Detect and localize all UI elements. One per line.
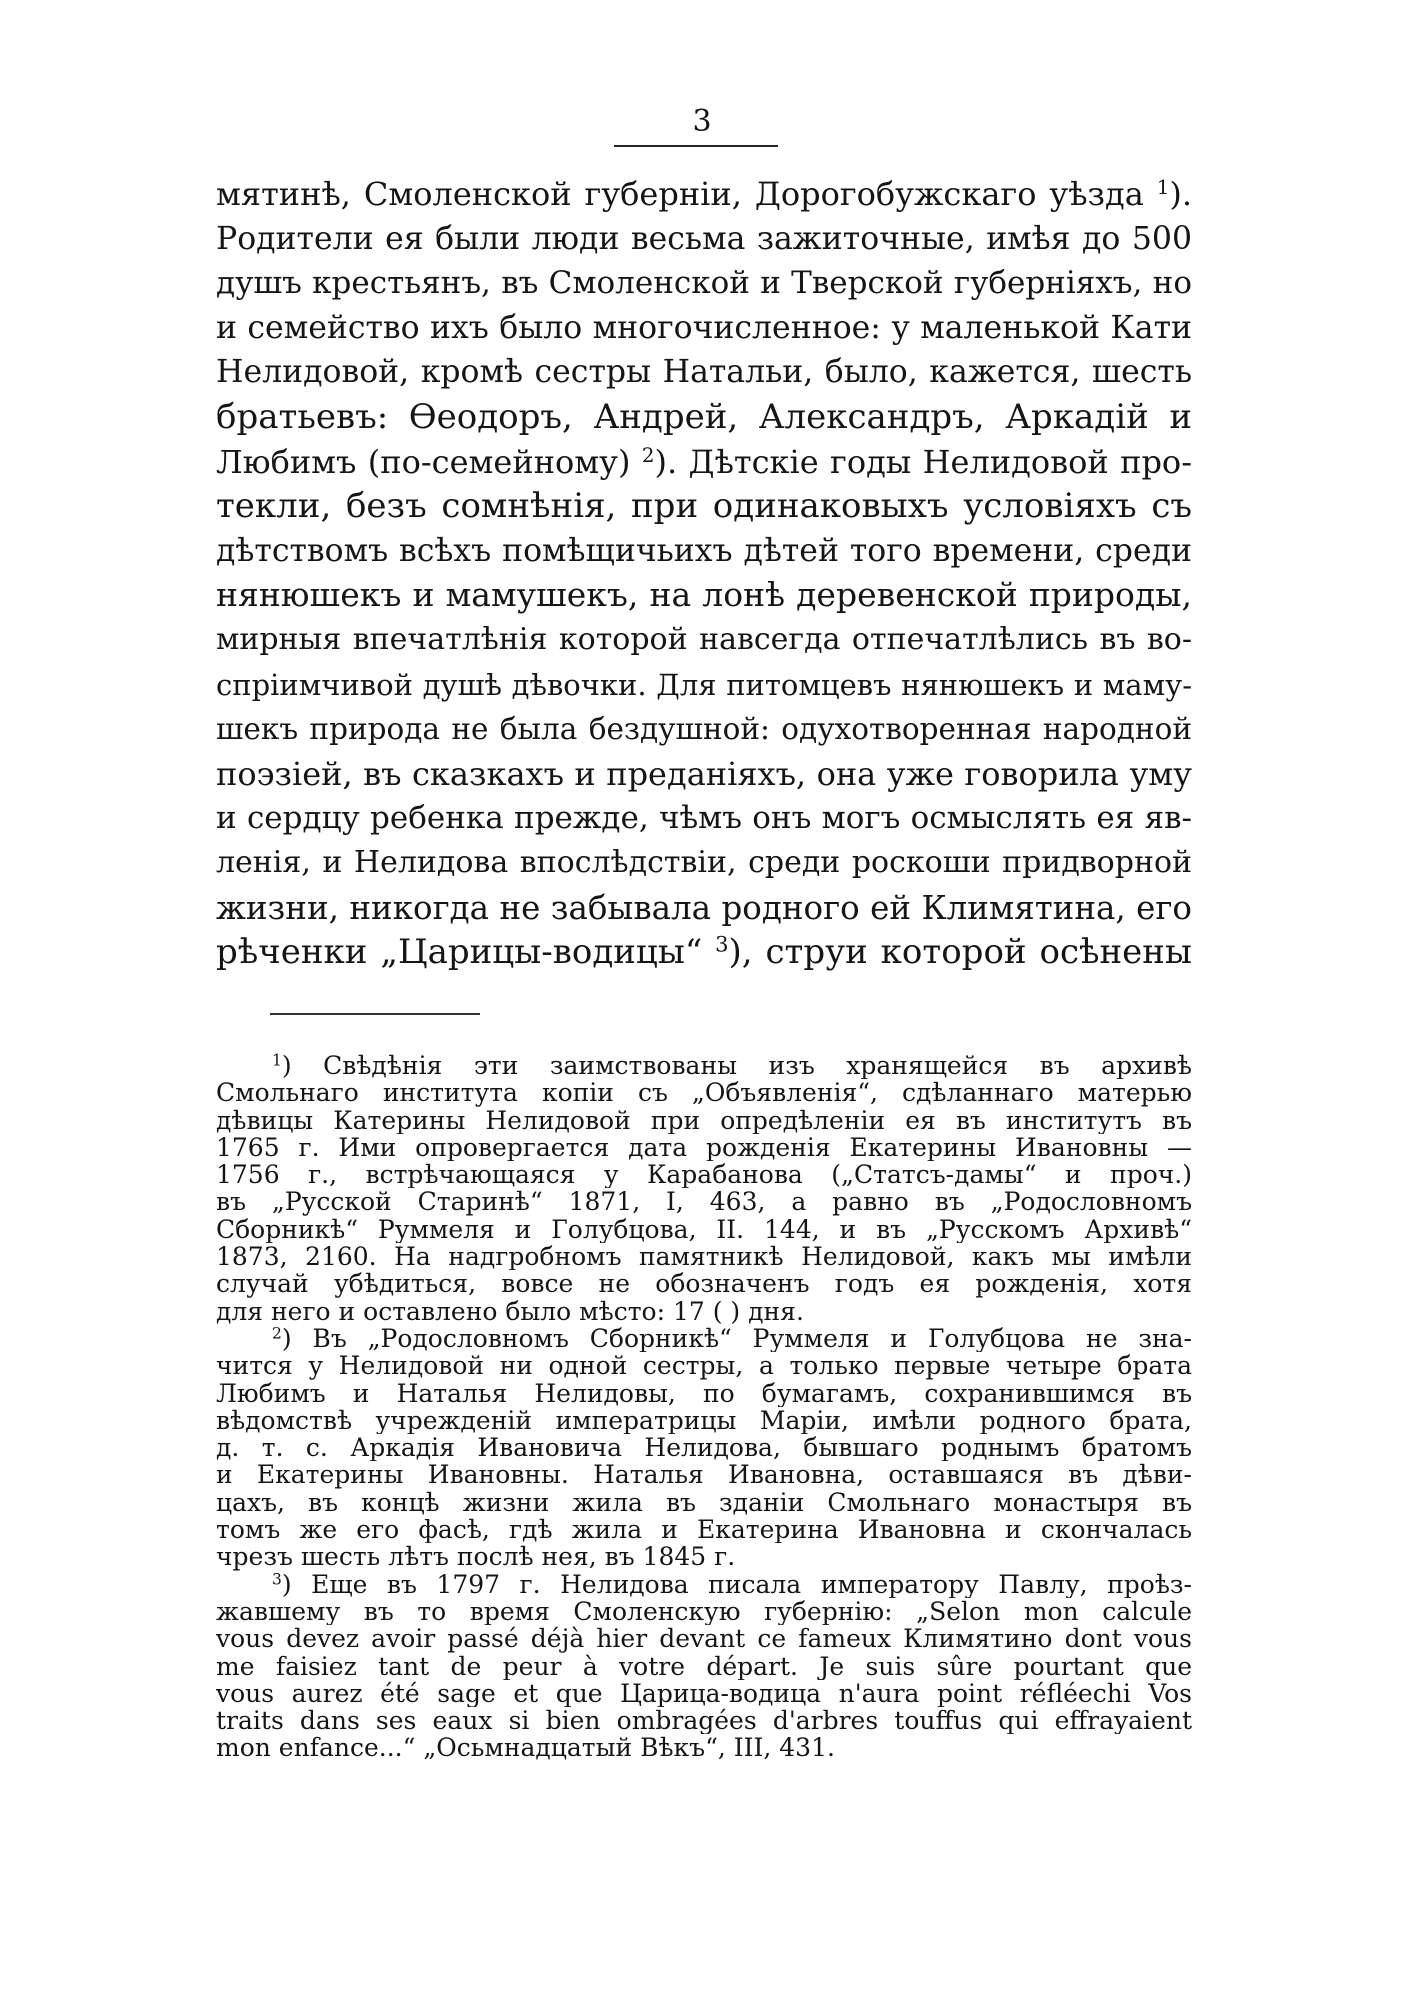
- main-line: душъ крестьянъ, въ Смоленской и Тверской губерніяхъ, но: [216, 265, 1192, 302]
- footnote-line: чрезъ шесть лѣтъ послѣ нея, въ 1845 г.: [216, 1543, 736, 1571]
- footnote-line: дѣвицы Катерины Нелидовой при опредѣленіи ея въ институтъ въ: [216, 1106, 1192, 1134]
- main-text: [216, 172, 1192, 975]
- footnote-number: 2: [272, 1324, 282, 1343]
- footnote-line: mon enfance...“ „Осьмнадцатый Вѣкъ“, III, 431.: [216, 1734, 835, 1762]
- footnote-number: 1: [272, 1052, 282, 1070]
- footnote-line: vous aurez été sage et que Царица-водица n'aura point réfléechi Vos: [216, 1679, 1192, 1708]
- footnote-line: $^2$) Въ „Родословномъ Сборникѣ“ Руммеля и Голубцова не зна-: [272, 1324, 1192, 1353]
- main-line: и сердцу ребенка прежде, чѣмъ онъ могъ осмыслять ея яв-: [216, 800, 1192, 837]
- footnote-line: 1765 г. Ими опровергается дата рожденія Екатерины Ивановны —: [216, 1133, 1192, 1162]
- main-line: нянюшекъ и мамушекъ, на лонѣ деревенской природы,: [216, 575, 1192, 615]
- footnote-line: $^3$) Еще въ 1797 г. Нелидова писала императору Павлу, проѣз-: [272, 1570, 1192, 1598]
- main-line: поэзіей, въ сказкахъ и преданіяхъ, она уже говорила уму: [216, 754, 1192, 793]
- main-line: братьевъ: Ѳеодоръ, Андрей, Александръ, Аркадій и: [216, 396, 1192, 437]
- main-line: дѣтствомъ всѣхъ помѣщичьихъ дѣтей того времени, среди: [216, 532, 1192, 569]
- footnote-line: me faisiez tant de peur à votre départ. Je suis sûre pourtant que: [216, 1652, 1192, 1680]
- footnote-line: Смольнаго института копіи съ „Объявленія“, сдѣланнаго матерью: [216, 1079, 1192, 1107]
- footnotes: [216, 1052, 1192, 1762]
- main-line: ленія, и Нелидова впослѣдствіи, среди роскоши придворной: [216, 844, 1192, 880]
- footnote-separator: [270, 1013, 480, 1015]
- footnote-text: Еще въ 1797 г. Нелидова писала императору Павлу, проѣз-: [311, 1570, 1192, 1598]
- footnote-line: жавшему въ то время Смоленскую губернію: „Selon mon calcule: [216, 1597, 1192, 1626]
- footnote-line: и Екатерины Ивановны. Наталья Ивановна, оставшаяся въ дѣви-: [216, 1461, 1192, 1489]
- main-line: Родители ея были люди весьма зажиточные, имѣя до 500: [216, 220, 1192, 257]
- footnote-line: vous devez avoir passé déjà hier devant ce fameux Климятино dont vous: [216, 1625, 1192, 1653]
- footnote-line: случай убѣдиться, вовсе не обозначенъ годъ ея рожденія, хотя: [216, 1270, 1192, 1298]
- page-number-rule: [614, 145, 778, 147]
- footnote-line: вѣдомствѣ учрежденій императрицы Маріи, имѣли родного брата,: [216, 1406, 1192, 1435]
- main-line: и семейство ихъ было многочисленное: у маленькой Кати: [216, 309, 1192, 346]
- main-line: текли, безъ сомнѣнія, при одинаковыхъ условіяхъ съ: [216, 486, 1192, 527]
- footnote-line: чится у Нелидовой ни одной сестры, а только первые четыре брата: [216, 1352, 1192, 1380]
- footnote-line: Сборникѣ“ Руммеля и Голубцова, II. 144, и въ „Русскомъ Архивѣ“: [216, 1215, 1192, 1244]
- main-line: шекъ природа не была бездушной: одухотворенная народной: [216, 712, 1192, 747]
- footnote-line: traits dans ses eaux si bien ombragées d'arbres touffus qui effrayaient: [216, 1707, 1192, 1735]
- footnote-line: д. т. с. Аркадія Ивановича Нелидова, бывшаго роднымъ братомъ: [216, 1434, 1192, 1462]
- footnote-text: Свѣдѣнія эти заимствованы изъ хранящейся въ архивѣ: [323, 1052, 1192, 1080]
- footnote-line: для него и оставлено было мѣсто: 17 ( ) дня.: [216, 1297, 804, 1325]
- main-line: рѣченки „Царицы-водицы“ $^3$), струи которой осѣнены: [216, 931, 1192, 973]
- footnote-line: 1873, 2160. На надгробномъ памятникѣ Нелидовой, какъ мы имѣли: [216, 1243, 1192, 1271]
- footnote-line: $^1$) Свѣдѣнія эти заимствованы изъ хранящейся въ архивѣ: [272, 1052, 1192, 1080]
- main-line: Нелидовой, кромѣ сестры Натальи, было, кажется, шесть: [216, 354, 1192, 391]
- main-line: мятинѣ, Смоленской губерніи, Дорогобужскаго уѣзда $^1$).: [216, 175, 1192, 213]
- main-line: мирныя впечатлѣнія которой навсегда отпечатлѣлись въ во-: [216, 621, 1192, 657]
- footnote-number: 3: [272, 1570, 282, 1589]
- footnote-line: Любимъ и Наталья Нелидовы, по бумагамъ, сохранившимся въ: [216, 1379, 1192, 1407]
- footnote-line: въ „Русской Старинѣ“ 1871, I, 463, а равно въ „Родословномъ: [216, 1188, 1192, 1216]
- page-number: 3: [692, 104, 712, 139]
- footnote-line: томъ же его фасѣ, гдѣ жила и Екатерина Ивановна и скончалась: [216, 1516, 1192, 1544]
- main-line: Любимъ (по-семейному) $^2$). Дѣтскіе годы Нелидовой про-: [216, 442, 1192, 481]
- footnote-line: цахъ, въ концѣ жизни жила въ зданіи Смольнаго монастыря въ: [216, 1488, 1192, 1517]
- footnote-text: Въ „Родословномъ Сборникѣ“ Руммеля и Голубцова не зна-: [312, 1324, 1192, 1353]
- main-line: спріимчивой душѣ дѣвочки. Для питомцевъ нянюшекъ и маму-: [216, 667, 1192, 702]
- main-line: жизни, никогда не забывала родного ей Климятина, его: [216, 888, 1192, 927]
- footnote-line: 1756 г., встрѣчающаяся у Карабанова („Статсъ-дамы“ и проч.): [216, 1161, 1192, 1189]
